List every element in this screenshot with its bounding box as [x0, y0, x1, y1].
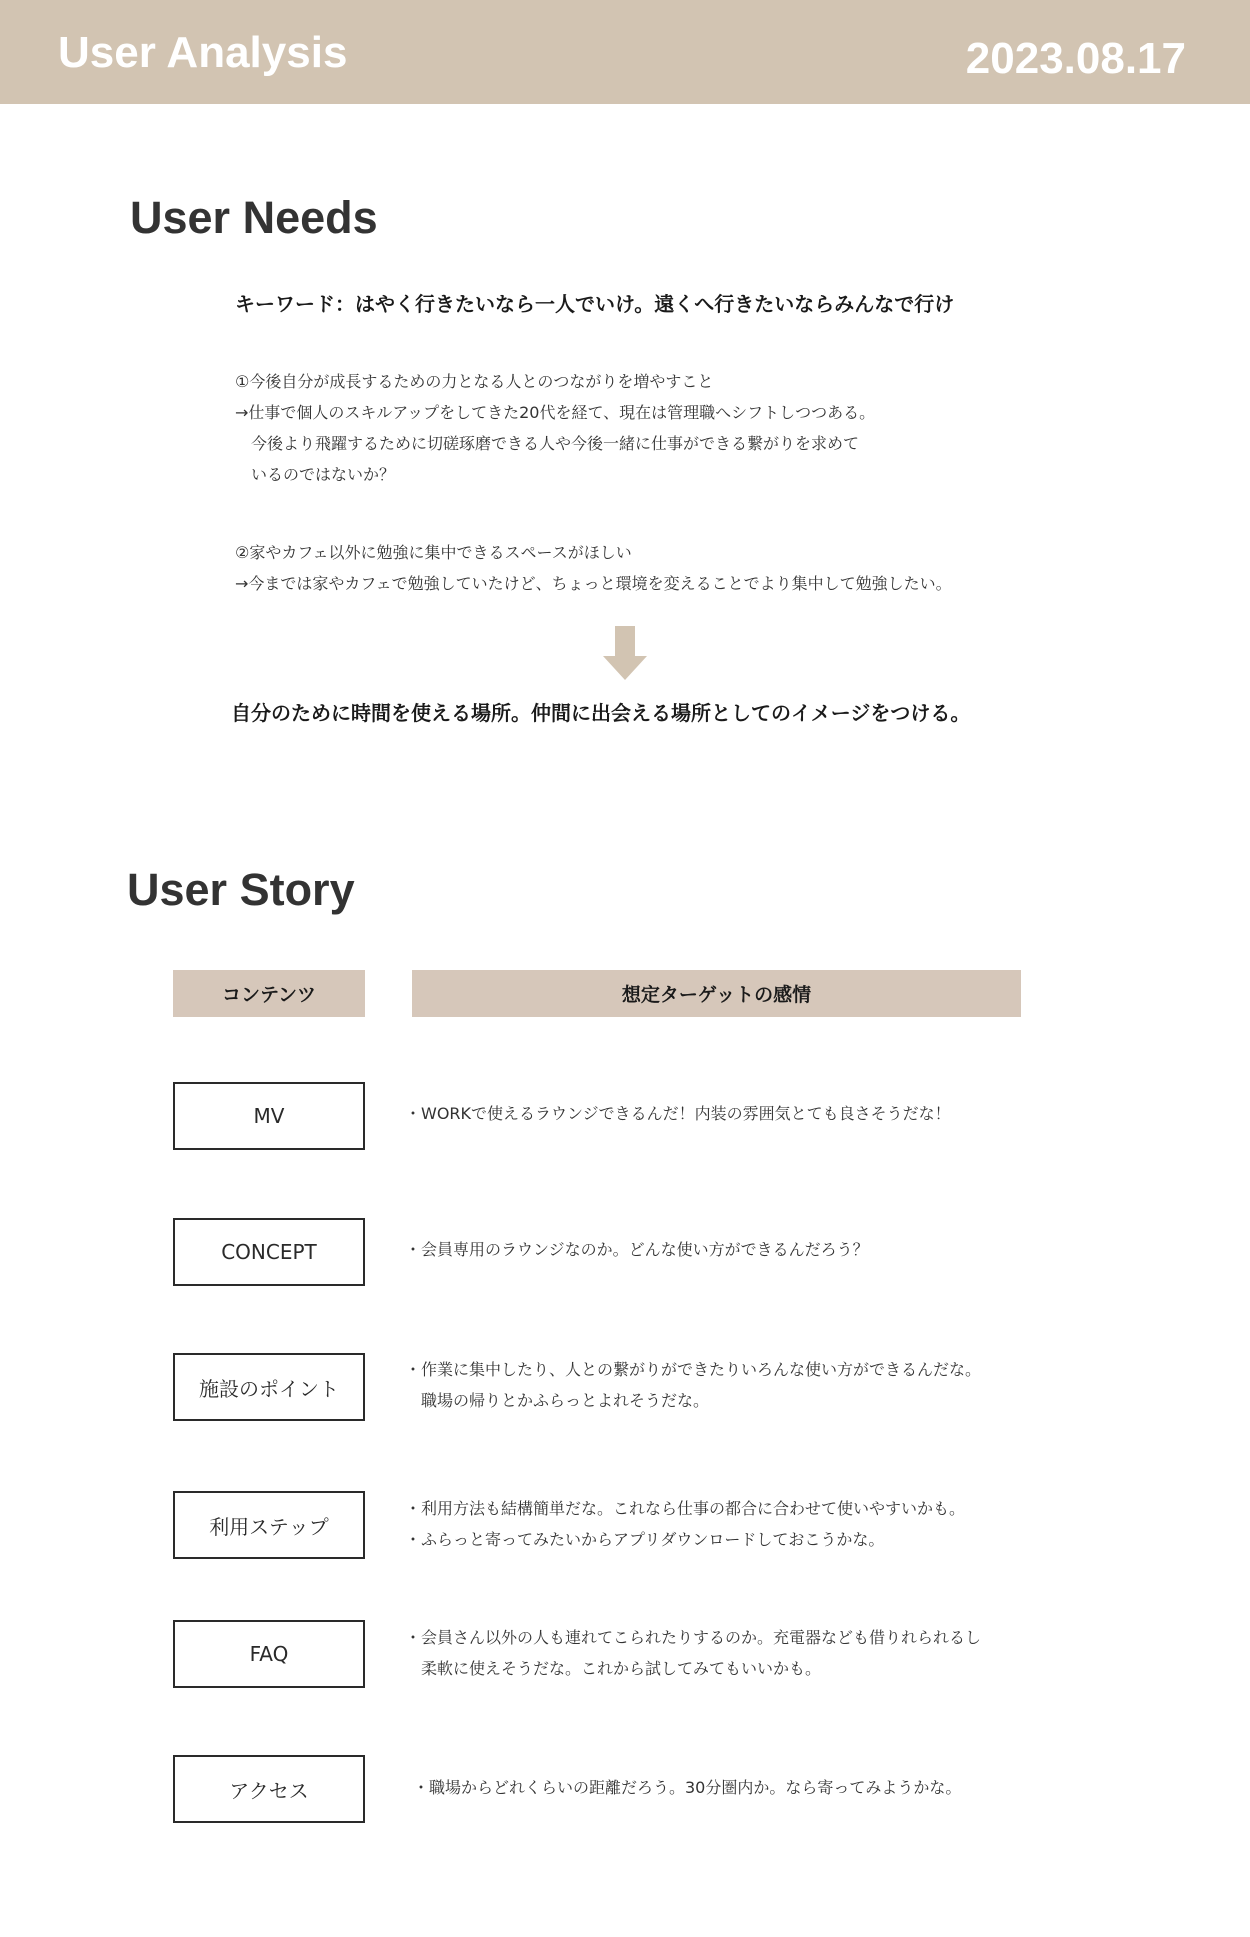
need-1-line: 今後より飛躍するために切磋琢磨できる人や今後一緒に仕事ができる繋がりを求めて: [235, 434, 860, 453]
feeling-faq: [405, 1622, 981, 1684]
need-1-line: ①今後自分が成長するための力となる人とのつながりを増やすこと: [235, 372, 714, 391]
user-story-title: User Story: [127, 864, 355, 915]
down-arrow-icon: [603, 626, 647, 680]
feeling-line: ・WORKで使えるラウンジできるんだ！内装の雰囲気とても良さそうだな！: [405, 1104, 951, 1123]
content-box-usage-steps: 利用ステップ: [173, 1491, 365, 1559]
need-2-line: →今までは家やカフェで勉強していたけど、ちょっと環境を変えることでより集中して勉強したい。: [235, 574, 952, 593]
need-1-line: →仕事で個人のスキルアップをしてきた20代を経て、現在は管理職へシフトしつつある。: [235, 403, 876, 422]
content-box-concept: CONCEPT: [173, 1218, 365, 1286]
need-2: [235, 537, 952, 599]
need-1: [235, 366, 875, 490]
feeling-mv: [405, 1098, 951, 1129]
need-2-line: ②家やカフェ以外に勉強に集中できるスペースがほしい: [235, 543, 632, 562]
content-box-mv: MV: [173, 1082, 365, 1150]
feeling-concept: [405, 1234, 869, 1265]
feeling-line: ・作業に集中したり、人との繋がりができたりいろんな使い方ができるんだな。: [405, 1360, 982, 1379]
feeling-access: [413, 1772, 961, 1803]
keyword-line: キーワード：はやく行きたいなら一人でいけ。遠くへ行きたいならみんなで行け: [235, 292, 955, 316]
feeling-line: 職場の帰りとかふらっとよれそうだな。: [405, 1391, 710, 1410]
feeling-line: ・利用方法も結構簡単だな。これなら仕事の都合に合わせて使いやすいかも。: [405, 1499, 966, 1518]
feeling-line: ・会員専用のラウンジなのか。どんな使い方ができるんだろう？: [405, 1240, 869, 1259]
page-date: 2023.08.17: [965, 34, 1186, 83]
page-title: User Analysis: [58, 28, 348, 77]
header-bar: [0, 0, 1250, 104]
need-1-line: いるのではないか？: [235, 465, 396, 484]
feeling-line: ・会員さん以外の人も連れてこられたりするのか。充電器なども借りれられるし: [405, 1628, 982, 1647]
column-header-feeling: 想定ターゲットの感情: [412, 970, 1021, 1017]
column-header-content: コンテンツ: [173, 970, 365, 1017]
content-box-facility-points: 施設のポイント: [173, 1353, 365, 1421]
needs-summary: 自分のために時間を使える場所。仲間に出会える場所としてのイメージをつける。: [231, 701, 971, 725]
feeling-line: ・ふらっと寄ってみたいからアプリダウンロードしておこうかな。: [405, 1530, 885, 1549]
feeling-facility-points: [405, 1354, 981, 1416]
feeling-usage-steps: [405, 1493, 965, 1555]
content-box-faq: FAQ: [173, 1620, 365, 1688]
feeling-line: 柔軟に使えそうだな。これから試してみてもいいかも。: [405, 1659, 822, 1678]
content-box-access: アクセス: [173, 1755, 365, 1823]
feeling-line: ・職場からどれくらいの距離だろう。30分圏内か。なら寄ってみようかな。: [413, 1778, 962, 1797]
user-needs-title: User Needs: [130, 192, 378, 243]
